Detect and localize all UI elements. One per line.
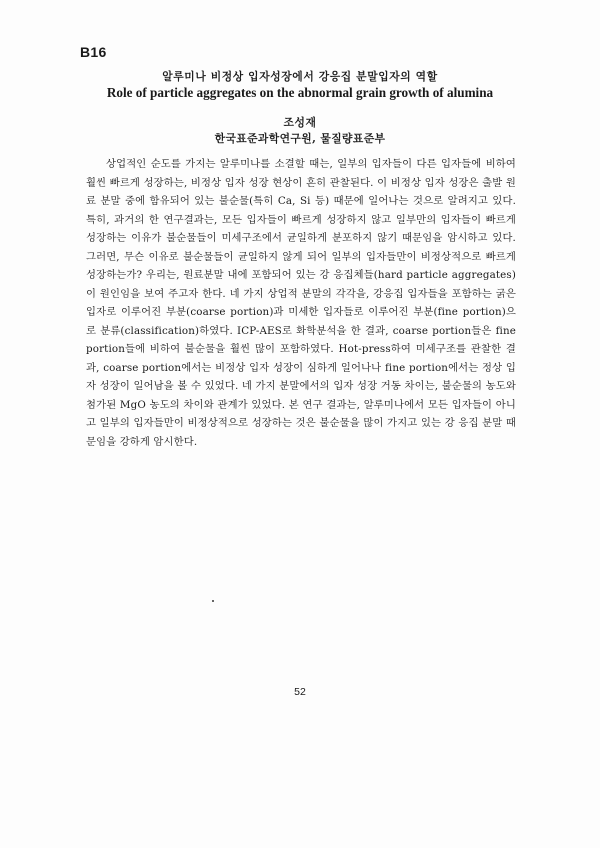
speck-mark <box>212 600 214 602</box>
author-name: 조성재 <box>283 116 317 129</box>
page-number: 52 <box>294 686 306 698</box>
abstract-code: B16 <box>80 44 107 60</box>
author-affiliation: 한국표준과학연구원, 물질량표준부 <box>214 132 386 145</box>
korean-title: 알루미나 비정상 입자성장에서 강응집 분말입자의 역할 <box>162 70 438 83</box>
english-title: Role of particle aggregates on the abnormal grain growth of alumina <box>106 85 494 100</box>
abstract-body: 상업적인 순도를 가지는 알루미나를 소결할 때는, 일부의 입자들이 다른 입자들에 비하여 훨씬 빠르게 성장하는, 비정상 입자 성장 현상이 흔히 관찰된다. 이 비정상 입자 성장은 출발 원료 분말 중에 함유되어 있는 불순물(특히 Ca, Si 등) 때문에 일어나는 것으로 알려지고 있다. 특히, 과거의 한 연구결과는, 모든 입자들이 빠르게 성장하지 않고 일부만의 입자들이 빠르게 성장하는 이유가 불순물들이 미세구조에서 균일하게 분포하지 않기 때문임을 암시하고 있다. 그러면, 무슨 이유로 불순물들이 균일하지 않게 되어 일부의 입자들만이 비정상적으로 빠르게 성장하는가? 우리는, 원료분말 내에 포함되어 있는 강 응집체들(hard particle aggregates)이 원인임을 보여 주고자 한다. 네 가지 상업적 분말의 각각을, 강응집 입자들을 포함하는 굵은 입자로 이루어진 부분(coarse portion)과 미세한 입자들로 이루어진 부분(fine portion)으로 분류(classification)하였다. ICP-AES로 화학분석을 한 결과, coarse portion들은 fine portion들에 비하여 불순물을 훨씬 많이 포함하였다. Hot-press하여 미세구조를 관찰한 결과, coarse portion에서는 비정상 입자 성장이 심하게 일어나나 fine portion에서는 정상 입자 성장이 일어남을 볼 수 있었다. 네 가지 분말에서의 입자 성장 거동 차이는, 불순물의 농도와 첨가된 MgO 농도의 차이와 관계가 있었다. 본 연구 결과는, 알루미나에서 모든 입자들이 아니고 일부의 입자들만이 비정상적으로 성장하는 것은 불순물을 많이 가지고 있는 강 응집 분말 때문임을 강하게 암시한다. <box>86 158 516 448</box>
